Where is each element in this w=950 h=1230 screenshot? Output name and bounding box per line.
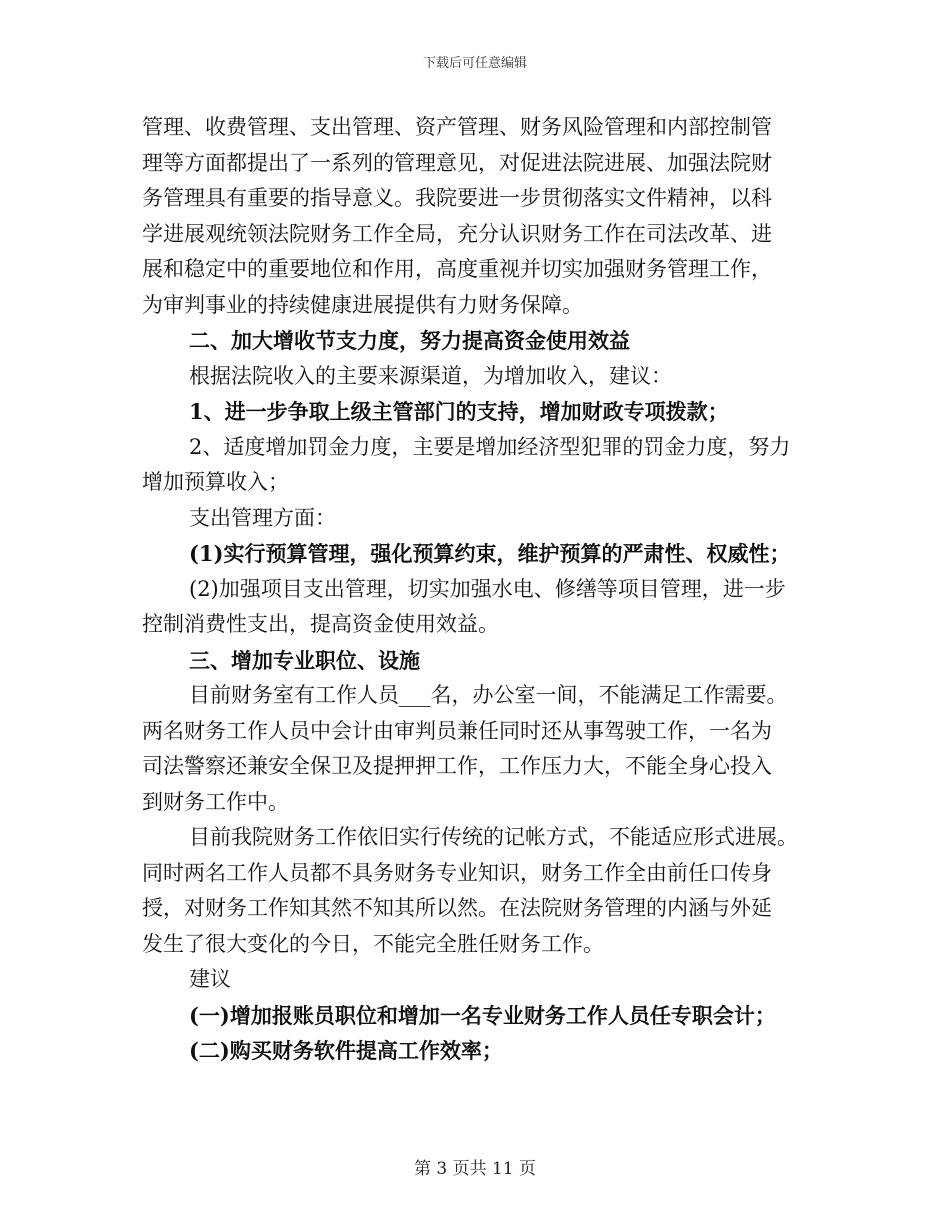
heading-line: 1、进一步争取上级主管部门的支持，增加财政专项拨款；	[189, 399, 729, 424]
paragraph-line: 发生了很大变化的今日，不能完全胜任财务工作。	[142, 931, 604, 956]
paragraph-line: 务管理具有重要的指导意义。我院要进一步贯彻落实文件精神，以科	[142, 186, 772, 210]
heading-line: (1)实行预算管理，强化预算约束，维护预算的严肃性、权威性；	[189, 541, 791, 566]
paragraph-line: 司法警察还兼安全保卫及提押押工作，工作压力大，不能全身心投入	[142, 754, 772, 778]
paragraph-line: 目前我院财务工作依旧实行传统的记帐方式，不能适应形式进展。	[189, 825, 798, 849]
paragraph-line: 控制消费性支出，提高资金使用效益。	[142, 612, 499, 636]
heading-line: 三、增加专业职位、设施	[189, 647, 420, 673]
paragraph-line: 理等方面都提出了一系列的管理意见，对促进法院进展、加强法院财	[142, 150, 772, 175]
heading-line: (一)增加报账员职位和增加一名专业财务工作人员任专职会计；	[189, 1002, 776, 1028]
page-number: 第 3 页共 11 页	[413, 1159, 537, 1179]
paragraph-line: 学进展观统领法院财务工作全局，充分认识财务工作在司法改革、进	[142, 221, 772, 246]
paragraph-line: 管理、收费管理、支出管理、资产管理、财务风险管理和内部控制管	[142, 115, 772, 139]
paragraph-line: 目前财务室有工作人员___名，办公室一间，不能满足工作需要。	[189, 683, 788, 707]
paragraph-line: 增加预算收入；	[142, 470, 289, 494]
paragraph-line: 支出管理方面：	[189, 505, 336, 530]
paragraph-line: 根据法院收入的主要来源渠道，为增加收入，建议：	[189, 363, 672, 388]
paragraph-line: 授，对财务工作知其然不知其所以然。在法院财务管理的内涵与外延	[142, 896, 772, 920]
heading-line: 二、加大增收节支力度，努力提高资金使用效益	[189, 328, 630, 353]
paragraph-line: 到财务工作中。	[142, 789, 289, 814]
paragraph-line: 展和稳定中的重要地位和作用，高度重视并切实加强财务管理工作，	[142, 257, 772, 281]
paragraph-line: 同时两名工作人员都不具务财务专业知识，财务工作全由前任口传身	[142, 860, 772, 885]
paragraph-line: 2、适度增加罚金力度，主要是增加经济型犯罪的罚金力度，努力	[189, 434, 791, 459]
paragraph-line: 两名财务工作人员中会计由审判员兼任同时还从事驾驶工作，一名为	[142, 718, 772, 743]
document-body	[142, 110, 822, 1069]
paragraph-line: (2)加强项目支出管理，切实加强水电、修缮等项目管理，进一步	[189, 576, 786, 601]
paragraph-line: 为审判事业的持续健康进展提供有力财务保障。	[142, 292, 583, 317]
heading-line: (二)购买财务软件提高工作效率；	[189, 1038, 503, 1063]
paragraph-line: 建议	[189, 967, 231, 991]
page-header-note: 下载后可任意编辑	[422, 56, 527, 71]
